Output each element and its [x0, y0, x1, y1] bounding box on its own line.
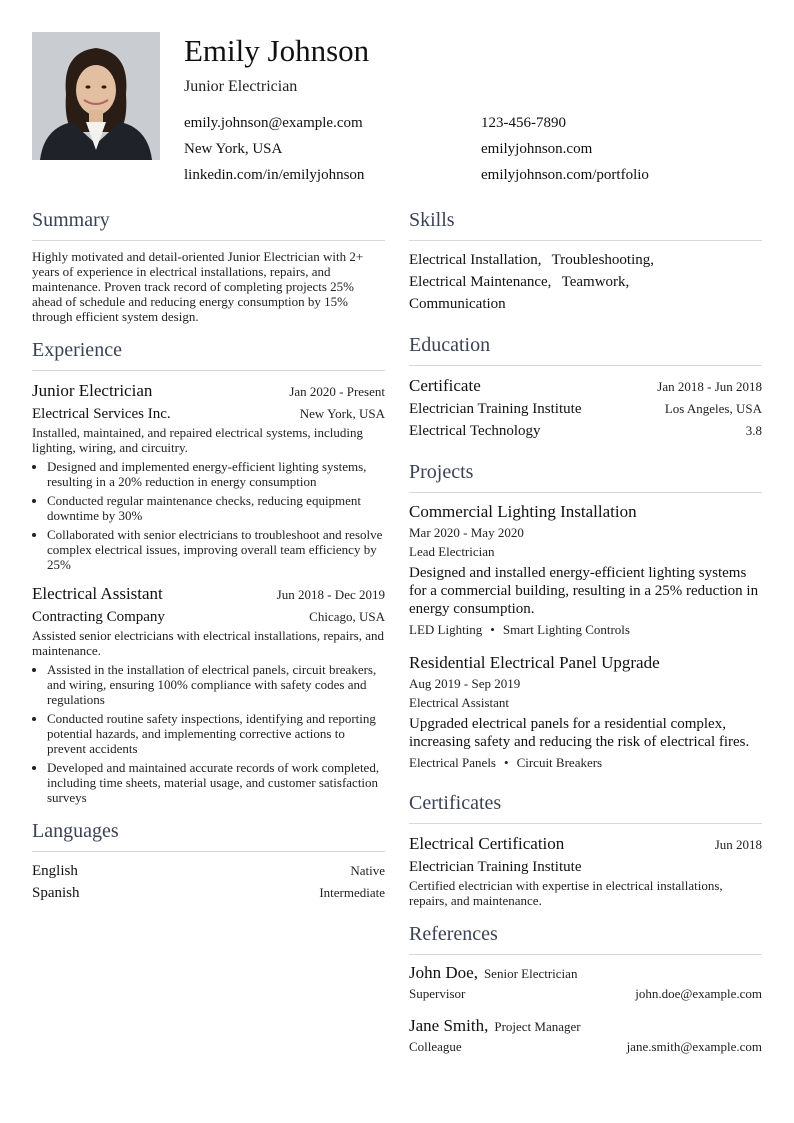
skills-heading: Skills: [409, 208, 762, 241]
reference-email[interactable]: john.doe@example.com: [635, 986, 762, 1001]
languages-heading: Languages: [32, 819, 385, 852]
job-dates: Jun 2018 - Dec 2019: [276, 587, 385, 602]
education-dates: Jan 2018 - Jun 2018: [657, 379, 762, 394]
skills-list: [409, 249, 762, 315]
language-level: Intermediate: [319, 885, 385, 900]
education-location: Los Angeles, USA: [664, 401, 762, 416]
tag-separator: •: [504, 755, 509, 770]
certificate-date: Jun 2018: [714, 837, 762, 852]
certificates-section: [409, 791, 762, 908]
candidate-title: Junior Electrician: [184, 78, 298, 95]
reference-relation: Supervisor: [409, 986, 466, 1001]
tag-separator: •: [490, 622, 495, 637]
project-entry: [409, 652, 762, 771]
job-entry: [32, 582, 385, 805]
education-institution: Electrician Training Institute: [409, 401, 582, 417]
project-title: Commercial Lighting Installation: [409, 502, 637, 521]
project-dates: Mar 2020 - May 2020: [409, 525, 524, 540]
skill-item: Teamwork,: [561, 274, 630, 290]
location-text: New York, USA: [184, 141, 283, 157]
language-name: Spanish: [32, 885, 80, 901]
job-company: Electrical Services Inc.: [32, 406, 171, 422]
education-section: [409, 333, 762, 442]
skill-item: Electrical Installation,: [409, 252, 542, 268]
job-location: Chicago, USA: [309, 609, 385, 624]
job-description: Installed, maintained, and repaired electrical systems, including lighting, wiring, and circuitry.: [32, 425, 364, 455]
project-tags: [409, 755, 762, 771]
job-bullet: • Assisted in the installation of electrical panels, circuit breakers, and wiring, ensuring 100% compliance with safety codes and regulations: [47, 662, 385, 707]
reference-relation: Colleague: [409, 1039, 462, 1054]
education-degree: Certificate: [409, 376, 481, 395]
summary-section: [32, 208, 385, 324]
left-column: [32, 208, 385, 904]
language-level: Native: [350, 863, 385, 878]
reference-entry: [409, 1016, 762, 1055]
project-tag: LED Lighting: [409, 622, 483, 637]
education-heading: Education: [409, 333, 762, 366]
job-dates: Jan 2020 - Present: [289, 384, 385, 399]
project-role: Electrical Assistant: [409, 695, 510, 710]
project-tag: Smart Lighting Controls: [502, 622, 630, 637]
job-bullet: • Conducted routine safety inspections, identifying and reporting potential hazards, and implementing corrective actions to prevent accidents: [47, 711, 385, 756]
right-column: [409, 208, 762, 1055]
job-bullet: • Designed and implemented energy-efficient lighting systems, resulting in a 20% reduction in energy consumption: [47, 459, 385, 489]
reference-email[interactable]: jane.smith@example.com: [626, 1039, 762, 1054]
reference-position: Project Manager: [494, 1019, 581, 1034]
job-entry: [32, 379, 385, 572]
references-section: [409, 922, 762, 1055]
job-bullet: • Collaborated with senior electricians to troubleshoot and resolve complex electrical issues, improving overall team efficiency by 25%: [47, 527, 385, 572]
language-name: English: [32, 863, 78, 879]
project-tag: Electrical Panels: [409, 755, 496, 770]
project-title: Residential Electrical Panel Upgrade: [409, 653, 660, 672]
email-link[interactable]: emily.johnson@example.com: [184, 115, 363, 131]
linkedin-link[interactable]: linkedin.com/in/emilyjohnson: [184, 167, 365, 183]
project-entry: [409, 501, 762, 638]
skill-item: Electrical Maintenance,: [409, 274, 552, 290]
summary-text: Highly motivated and detail-oriented Junior Electrician with 2+ years of experience in electrical installations, repairs, and maintenance. Proven track record of completing projects 25% ahead of schedule and reducing energy consumption by 15% through efficient system design.: [32, 249, 364, 324]
certificates-heading: Certificates: [409, 791, 762, 824]
summary-heading: Summary: [32, 208, 385, 241]
project-tag: Circuit Breakers: [516, 755, 603, 770]
project-role: Lead Electrician: [409, 544, 495, 559]
job-location: New York, USA: [299, 406, 385, 421]
skill-item: Communication: [409, 296, 506, 312]
references-heading: References: [409, 922, 762, 955]
education-gpa: 3.8: [745, 423, 762, 438]
portfolio-link[interactable]: emilyjohnson.com/portfolio: [481, 167, 649, 183]
reference-entry: [409, 963, 762, 1002]
certificate-name: Electrical Certification: [409, 834, 565, 853]
education-field: Electrical Technology: [409, 423, 541, 439]
projects-heading: Projects: [409, 460, 762, 493]
project-dates: Aug 2019 - Sep 2019: [409, 676, 521, 691]
profile-photo: [32, 32, 160, 160]
job-bullets: [32, 459, 385, 572]
experience-heading: Experience: [32, 338, 385, 371]
job-company: Contracting Company: [32, 609, 165, 625]
job-role: Junior Electrician: [32, 381, 153, 400]
project-description: Designed and installed energy-efficient lighting systems for a commercial building, resulting in a 25% reduction in energy consumption.: [409, 565, 759, 617]
job-bullets: [32, 662, 385, 805]
project-description: Upgraded electrical panels for a residential complex, increasing safety and reducing the risk of electrical fires.: [409, 716, 750, 750]
certificate-description: Certified electrician with expertise in electrical installations, repairs, and maintenance.: [409, 878, 723, 908]
project-tags: [409, 622, 762, 638]
certificate-issuer: Electrician Training Institute: [409, 859, 582, 875]
language-row: [32, 860, 385, 882]
job-bullet: • Developed and maintained accurate records of work completed, including time sheets, material usage, and customer satisfaction surveys: [47, 760, 385, 805]
reference-position: Senior Electrician: [483, 966, 578, 981]
job-role: Electrical Assistant: [32, 584, 163, 603]
projects-section: [409, 460, 762, 771]
language-row: [32, 882, 385, 904]
phone-text: 123-456-7890: [481, 115, 566, 131]
candidate-name: Emily Johnson: [184, 33, 370, 68]
reference-name: Jane Smith,: [409, 1016, 489, 1035]
job-description: Assisted senior electricians with electrical installations, repairs, and maintenance.: [32, 628, 384, 658]
skills-section: [409, 208, 762, 315]
job-bullet: • Conducted regular maintenance checks, reducing equipment downtime by 30%: [47, 493, 385, 523]
website-link[interactable]: emilyjohnson.com: [481, 141, 593, 157]
reference-name: John Doe,: [409, 963, 478, 982]
experience-section: [32, 338, 385, 805]
languages-section: [32, 819, 385, 904]
skill-item: Troubleshooting,: [551, 252, 655, 268]
